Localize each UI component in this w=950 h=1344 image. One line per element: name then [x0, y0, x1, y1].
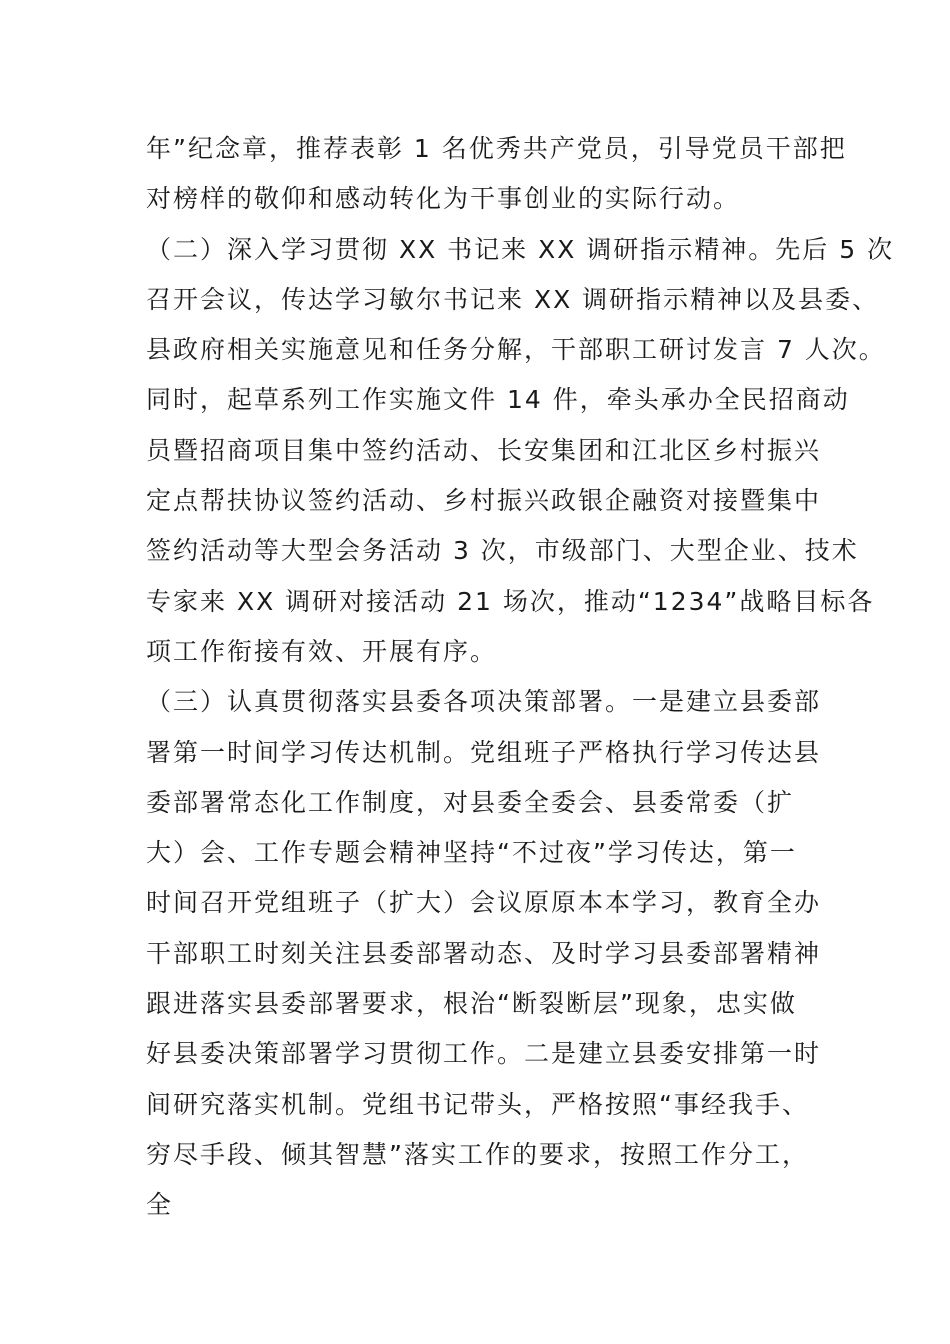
text-line: （二）深入学习贯彻 XX 书记来 XX 调研指示精神。先后 5 次: [146, 234, 895, 264]
text-line: 干部职工时刻关注县委部署动态、及时学习县委部署精神: [146, 938, 822, 968]
text-line: 委部署常态化工作制度，对县委全委会、县委常委（扩: [146, 787, 795, 817]
text-line: 年”纪念章，推荐表彰 1 名优秀共产党员，引导党员干部把: [146, 134, 847, 163]
text-line: 好县委决策部署学习贯彻工作。二是建立县委安排第一时: [146, 1039, 822, 1069]
body-text: [146, 124, 895, 1231]
text-line: 穷尽手段、倾其智慧”落实工作的要求，按照工作分工，: [146, 1139, 809, 1169]
text-line: 员暨招商项目集中签约活动、长安集团和江北区乡村振兴: [146, 435, 822, 465]
text-line: 县政府相关实施意见和任务分解，干部职工研讨发言 7 人次。: [146, 335, 886, 365]
text-line: （三）认真贯彻落实县委各项决策部署。一是建立县委部: [146, 687, 822, 717]
text-line: 专家来 XX 调研对接活动 21 场次，推动“1234”战略目标各: [146, 586, 875, 616]
text-line: 大）会、工作专题会精神坚持“不过夜”学习传达，第一: [146, 838, 797, 868]
text-line: 同时，起草系列工作实施文件 14 件，牵头承办全民招商动: [146, 385, 850, 415]
text-line: 签约活动等大型会务活动 3 次，市级部门、大型企业、技术: [146, 536, 859, 566]
text-line: 间研究落实机制。党组书记带头，严格按照“事经我手、: [146, 1089, 809, 1119]
text-line: 时间召开党组班子（扩大）会议原原本本学习，教育全办: [146, 888, 822, 918]
text-line: 署第一时间学习传达机制。党组班子严格执行学习传达县: [146, 737, 822, 767]
text-line: 全: [146, 1190, 174, 1220]
text-line: 跟进落实县委部署要求，根治“断裂断层”现象，忠实做: [146, 989, 797, 1019]
text-line: 项工作衔接有效、开展有序。: [146, 636, 498, 666]
text-line: 对榜样的敬仰和感动转化为干事创业的实际行动。: [146, 184, 741, 214]
text-line: 定点帮扶协议签约活动、乡村振兴政银企融资对接暨集中: [146, 486, 822, 516]
text-line: 召开会议，传达学习敏尔书记来 XX 调研指示精神以及县委、: [146, 284, 880, 314]
